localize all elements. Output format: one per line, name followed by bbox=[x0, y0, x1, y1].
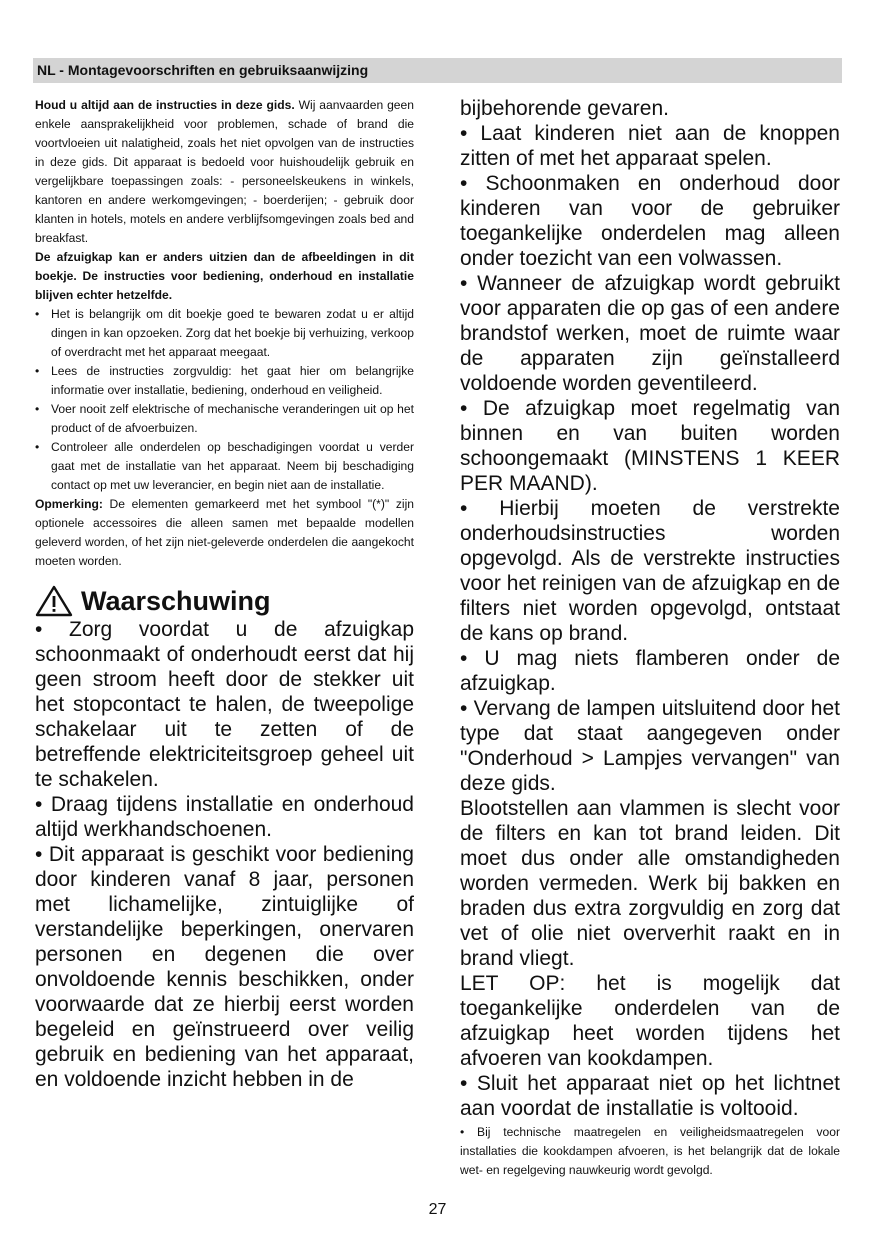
warning-paragraph: • Hierbij moeten de verstrekte onderhoudsinstructies worden opgevolgd. Als de verstrekte instructies voor het reinigen van de afzuigkap en de filters niet worden opgevolgd, ontstaat de kans op brand. bbox=[460, 497, 840, 645]
warning-paragraph: Blootstellen aan vlammen is slecht voor de filters en kan tot brand leiden. Dit moet dus onder alle omstandigheden worden vermeden. Werk bij bakken en braden dus extra zorgvuldig en zorg dat vet of olie niet oververhit raakt en in brand vliegt. bbox=[460, 797, 840, 970]
left-column bbox=[35, 96, 414, 1092]
note-paragraph bbox=[35, 495, 414, 571]
warning-paragraph: • Schoonmaken en onderhoud door kinderen van voor de gebruiker toegankelijke onderdelen mag alleen onder toezicht van een volwassen. bbox=[460, 172, 840, 270]
warning-paragraph: • De afzuigkap moet regelmatig van binnen en van buiten worden schoongemaakt (MINSTENS 1 KEER PER MAAND). bbox=[460, 397, 840, 495]
warning-paragraph: • U mag niets flamberen onder de afzuigkap. bbox=[460, 647, 840, 695]
warning-triangle-icon bbox=[35, 585, 73, 617]
right-column bbox=[460, 96, 840, 1180]
page-number: 27 bbox=[428, 1201, 447, 1218]
warning-paragraph: • Laat kinderen niet aan de knoppen zitten of met het apparaat spelen. bbox=[460, 122, 840, 170]
warning-paragraph: LET OP: het is mogelijk dat toegankelijke onderdelen van de afzuigkap heet worden tijdens het afvoeren van kookdampen. bbox=[460, 972, 840, 1070]
regulation-note: • Bij technische maatregelen en veiligheidsmaatregelen voor installaties die kookdampen afvoeren, is het belangrijk dat de lokale wet- en regelgeving nauwkeurig wordt gevolgd. bbox=[460, 1125, 840, 1177]
bold-paragraph: De afzuigkap kan er anders uitzien dan de afbeeldingen in dit boekje. De instructies voor bediening, onderhoud en installatie blijven echter hetzelfde. bbox=[35, 250, 414, 302]
warning-paragraph: bijbehorende gevaren. bbox=[460, 97, 669, 120]
warning-paragraph: • Draag tijdens installatie en onderhoud altijd werkhandschoenen. bbox=[35, 793, 414, 841]
note-text: De elementen gemarkeerd met het symbool "(*)" zijn optionele accessoires die alleen samen met bepaalde modellen geleverd worden, of het zijn niet-geleverde onderdelen die aangekocht moeten worden. bbox=[35, 497, 414, 568]
list-item: • Controleer alle onderdelen op beschadigingen voordat u verder gaat met de installatie van het apparaat. Neem bij beschadiging contact op met uw leverancier, en begin niet aan de installatie. bbox=[35, 438, 414, 495]
warning-title: Waarschuwing bbox=[81, 585, 271, 616]
list-item: • Lees de instructies zorgvuldig: het gaat hier om belangrijke informatie over installatie, bediening, onderhoud en veiligheid. bbox=[35, 362, 414, 400]
warning-heading bbox=[35, 585, 414, 617]
instruction-list bbox=[35, 305, 414, 495]
warning-paragraph: • Vervang de lampen uitsluitend door het type dat staat aangegeven onder "Onderhoud > Lampjes vervangen" van deze gids. bbox=[460, 697, 840, 795]
list-item: • Het is belangrijk om dit boekje goed te bewaren zodat u er altijd dingen in kan opzoeken. Zorg dat het boekje bij verhuizing, verkoop of overdracht met het apparaat meegaat. bbox=[35, 305, 414, 362]
section-header: NL - Montagevoorschriften en gebruiksaanwijzing bbox=[33, 58, 842, 83]
intro-paragraph bbox=[35, 96, 414, 248]
list-item: • Voer nooit zelf elektrische of mechanische veranderingen uit op het product of de afvoerbuizen. bbox=[35, 400, 414, 438]
intro-text: Wij aanvaarden geen enkele aansprakelijkheid voor problemen, schade of brand die voortvloeien uit nalatigheid, zoals het niet opvolgen van de instructies in deze gids. Dit apparaat is bedoeld voor huishoudelijk gebruik en vergelijkbare toepassingen zoals: - personeelskeukens in winkels, kantoren en andere werkomgevingen; - boerderijen; - gebruik door klanten in hotels, motels en andere verblijfsomgevingen zoals bed and breakfast. bbox=[35, 98, 414, 245]
warning-paragraph: • Sluit het apparaat niet op het lichtnet aan voordat de installatie is voltooid. bbox=[460, 1072, 840, 1120]
warning-paragraph: • Zorg voordat u de afzuigkap schoonmaakt of onderhoudt eerst dat hij geen stroom heeft door de stekker uit het stopcontact te halen, de tweepolige schakelaar uit te zetten of de betreffende elektriciteitsgroep geheel uit te schakelen. bbox=[35, 618, 414, 791]
warning-paragraph: • Wanneer de afzuigkap wordt gebruikt voor apparaten die op gas of een andere brandstof werken, moet de ruimte waar de apparaten zijn geïnstalleerd voldoende worden geventileerd. bbox=[460, 272, 840, 395]
note-label: Opmerking: bbox=[35, 497, 103, 511]
intro-bold: Houd u altijd aan de instructies in deze gids. bbox=[35, 98, 295, 112]
warning-paragraph: • Dit apparaat is geschikt voor bediening door kinderen vanaf 8 jaar, personen met lichamelijke, zintuiglijke of verstandelijke beperkingen, onervaren personen en degenen die over onvoldoende kennis beschikken, onder voorwaarde dat ze hierbij eerst worden begeleid en geïnstrueerd over veilig gebruik en bediening van het apparaat, en voldoende inzicht hebben in de bbox=[35, 843, 414, 1091]
